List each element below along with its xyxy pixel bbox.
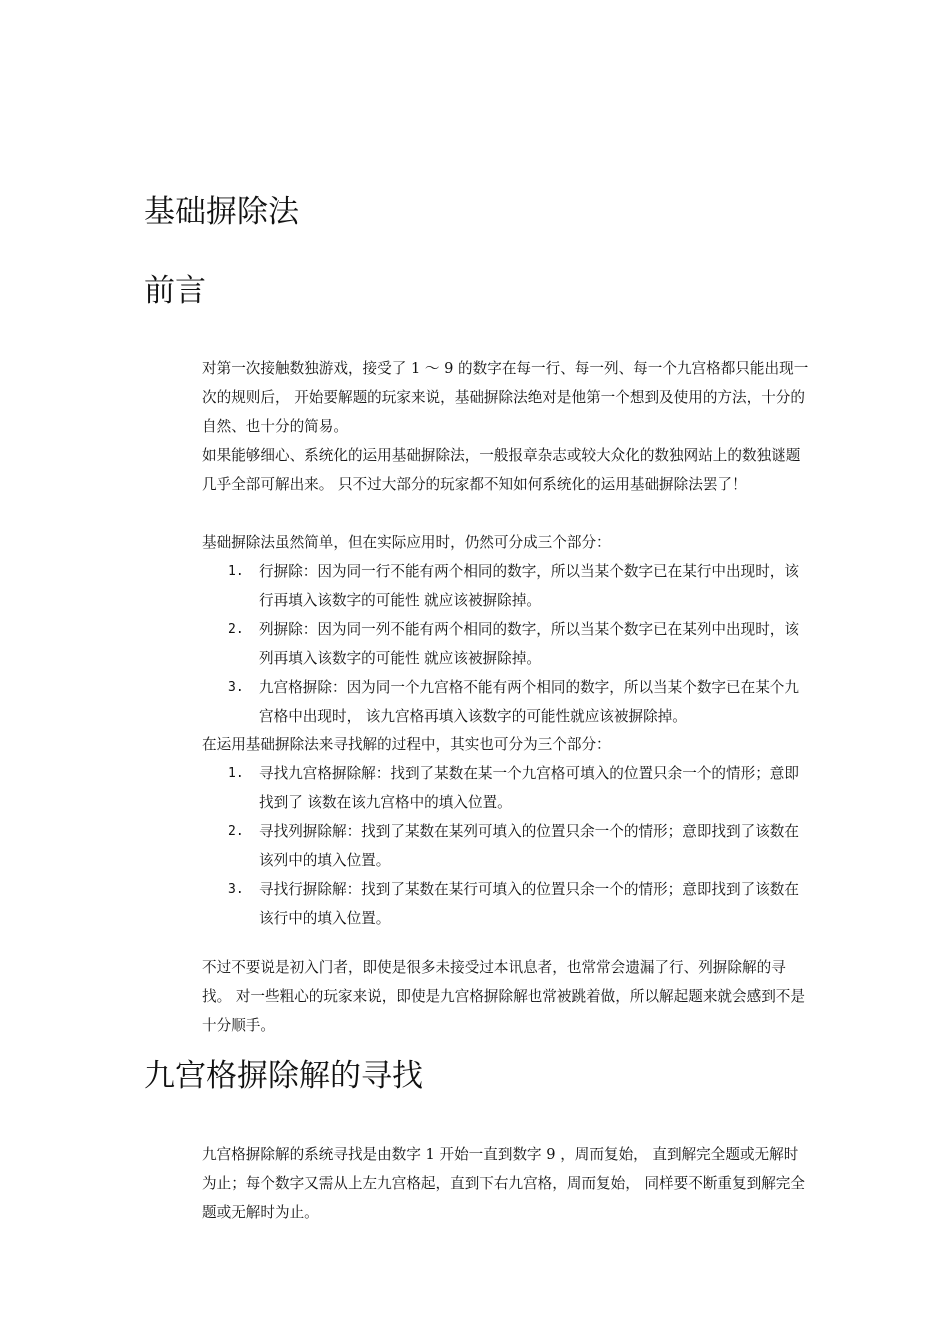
paragraph-intro-2: 如果能够细心、系统化的运用基础摒除法，一般报章杂志或较大众化的数独网站上的数独谜题几乎全部可解出来。 只不过大部分的玩家都不知如何系统化的运用基础摒除法罢了！: [202, 447, 801, 493]
solution-search-list: [202, 759, 812, 933]
list-item: [202, 557, 812, 615]
list-text: 列摒除：因为同一列不能有两个相同的数字，所以当某个数字已在某列中出现时，该列再填入该数字的可能性 就应该被摒除掉。: [259, 621, 799, 667]
elimination-types-list: [202, 557, 812, 731]
list-number: 2.: [228, 824, 244, 839]
list-text: 九宫格摒除：因为同一个九宫格不能有两个相同的数字，所以当某个数字已在某个九宫格中出现时， 该九宫格再填入该数字的可能性就应该被摒除掉。: [259, 679, 799, 725]
list-text: 寻找行摒除解：找到了某数在某行可填入的位置只余一个的情形；意即找到了该数在该行中的填入位置。: [259, 881, 799, 927]
list-item: [202, 875, 812, 933]
paragraph-intro-5: 不过不要说是初入门者，即使是很多未接受过本讯息者，也常常会遗漏了行、列摒除解的寻找。 对一些粗心的玩家来说，即使是九宫格摒除解也常被跳着做，所以解起题来就会感到不是十分顺手。: [202, 959, 805, 1034]
paragraph-intro-3: 基础摒除法虽然简单，但在实际应用时，仍然可分成三个部分：: [202, 534, 611, 551]
section-heading-preface: 前言: [144, 273, 206, 309]
list-item: [202, 759, 812, 817]
section-heading-box-elimination: 九宫格摒除解的寻找: [144, 1058, 423, 1094]
document-title: 基础摒除法: [144, 194, 299, 230]
list-item: [202, 817, 812, 875]
list-item: [202, 673, 812, 731]
paragraph-intro-1: 对第一次接触数独游戏，接受了 1 ～ 9 的数字在每一行、每一列、每一个九宫格都只能出现一次的规则后， 开始要解题的玩家来说，基础摒除法绝对是他第一个想到及使用的方法，十分的自然、也十分的简易。: [202, 360, 809, 435]
list-number: 1.: [228, 766, 244, 781]
list-text: 行摒除：因为同一行不能有两个相同的数字，所以当某个数字已在某行中出现时，该行再填入该数字的可能性 就应该被摒除掉。: [259, 563, 799, 609]
paragraph-intro-4: 在运用基础摒除法来寻找解的过程中，其实也可分为三个部分：: [202, 736, 611, 753]
list-number: 3.: [228, 882, 244, 897]
paragraph-box-1: 九宫格摒除解的系统寻找是由数字 1 开始一直到数字 9 ，周而复始， 直到解完全题或无解时为止；每个数字又需从上左九宫格起，直到下右九宫格，周而复始， 同样要不断重复到解完全题或无解时为止。: [202, 1146, 805, 1221]
list-number: 3.: [228, 680, 244, 695]
list-text: 寻找列摒除解：找到了某数在某列可填入的位置只余一个的情形；意即找到了该数在该列中的填入位置。: [259, 823, 799, 869]
list-number: 1.: [228, 564, 244, 579]
list-item: [202, 615, 812, 673]
list-number: 2.: [228, 622, 244, 637]
list-text: 寻找九宫格摒除解：找到了某数在某一个九宫格可填入的位置只余一个的情形；意即找到了 该数在该九宫格中的填入位置。: [259, 765, 799, 811]
